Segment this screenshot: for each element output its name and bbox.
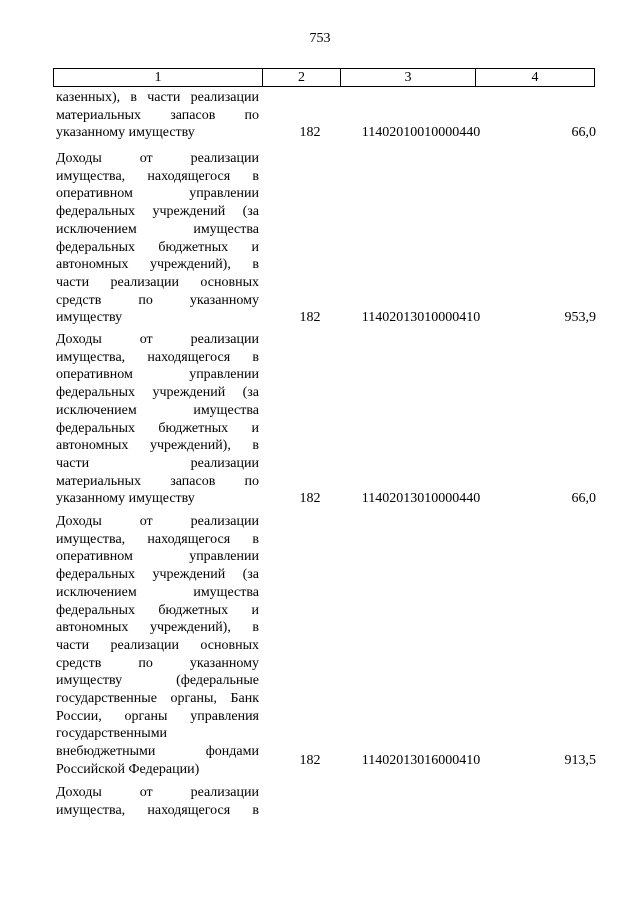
description-line: исключением имущества: [56, 221, 259, 237]
description-line: федеральных учреждений (за: [56, 385, 259, 401]
description-line: имущества, находящегося в: [56, 168, 259, 184]
row-kbk: 11402010010000440: [361, 125, 481, 141]
description-line: автономных учреждений), в: [56, 438, 259, 454]
row-description: [56, 513, 259, 779]
row-description: [56, 331, 259, 508]
description-line: федеральных учреждений (за: [56, 204, 259, 220]
row-description: [56, 89, 259, 142]
description-line: Доходы от реализации: [56, 514, 259, 529]
table-row: [56, 784, 604, 820]
description-line: Российской Федерации): [56, 761, 200, 777]
row-code: 182: [299, 491, 321, 507]
table-row: [56, 331, 604, 509]
description-line: исключением имущества: [56, 584, 259, 600]
description-line: государственными: [56, 726, 168, 742]
description-line: имущества, находящегося в: [56, 802, 259, 818]
row-kbk: 11402013010000410: [361, 310, 481, 326]
description-line: автономных учреждений), в: [56, 257, 259, 273]
description-line: оперативном управлении: [56, 549, 259, 565]
column-3-header: 3: [341, 69, 476, 87]
description-line: оперативном управлении: [56, 186, 259, 202]
description-line: средств по указанному: [56, 292, 259, 308]
row-description: [56, 784, 259, 819]
column-2-header: 2: [263, 69, 341, 87]
row-code: 182: [299, 753, 321, 768]
description-line: материальных запасов по: [56, 107, 259, 123]
row-amount: 913,5: [564, 753, 596, 768]
description-line: исключением имущества: [56, 402, 259, 418]
description-line: казенных), в части реализации: [56, 90, 259, 105]
description-line: внебюджетными фондами: [56, 744, 259, 760]
description-line: федеральных учреждений (за: [56, 567, 259, 583]
description-line: Доходы от реализации: [56, 151, 259, 166]
description-line: части реализации основных: [56, 274, 259, 290]
description-line: федеральных бюджетных и: [56, 420, 259, 436]
row-kbk: 11402013016000410: [361, 753, 481, 768]
column-1-header: 1: [54, 69, 263, 87]
page-number: 753: [309, 31, 331, 46]
description-line: Доходы от реализации: [56, 785, 259, 800]
column-4-header: 4: [476, 69, 595, 87]
description-line: имуществу: [56, 310, 123, 326]
row-code: 182: [299, 310, 321, 326]
description-line: Доходы от реализации: [56, 332, 259, 347]
description-line: автономных учреждений), в: [56, 620, 259, 636]
description-line: имущества, находящегося в: [56, 531, 259, 547]
description-line: имущества, находящегося в: [56, 349, 259, 365]
description-line: государственные органы, Банк: [56, 691, 259, 707]
row-kbk: 11402013010000440: [361, 491, 481, 507]
row-code: 182: [299, 125, 321, 141]
description-line: имуществу (федеральные: [56, 673, 259, 689]
description-line: федеральных бюджетных и: [56, 602, 259, 618]
table-header: [53, 68, 595, 87]
description-line: указанному имуществу: [56, 125, 195, 141]
table-row: [56, 89, 604, 143]
description-line: материальных запасов по: [56, 473, 259, 489]
description-line: части реализации: [56, 455, 259, 471]
row-amount: 953,9: [564, 310, 596, 326]
description-line: оперативном управлении: [56, 367, 259, 383]
description-line: средств по указанному: [56, 655, 259, 671]
description-line: указанному имуществу: [56, 491, 195, 507]
description-line: федеральных бюджетных и: [56, 239, 259, 255]
row-amount: 66,0: [571, 491, 596, 507]
description-line: части реализации основных: [56, 637, 259, 653]
table-row: [56, 150, 604, 328]
description-line: России, органы управления: [56, 708, 259, 724]
row-amount: 66,0: [571, 125, 596, 141]
row-description: [56, 150, 259, 327]
table-row: [56, 513, 604, 781]
